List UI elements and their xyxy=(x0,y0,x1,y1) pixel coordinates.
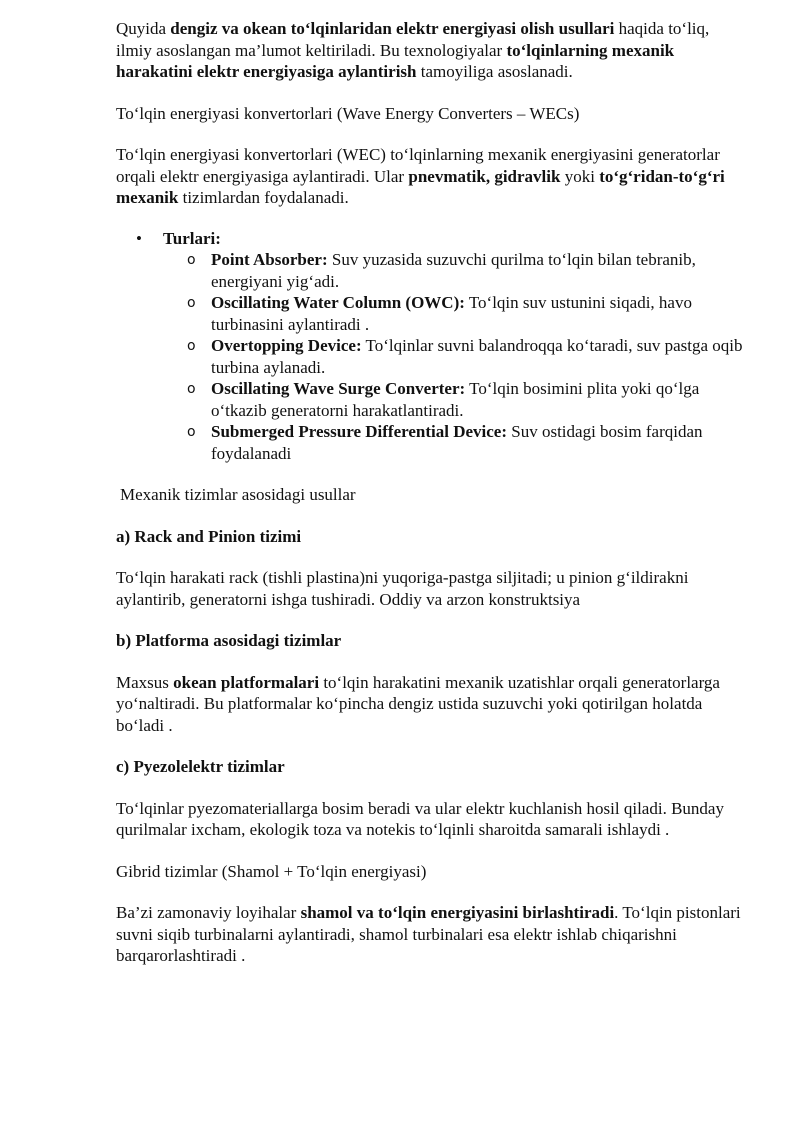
type-desc: To‘lqinlar suvni balandroqqa ko‘taradi, suv pastga oqib turbina aylanadi. xyxy=(211,336,743,377)
intro-paragraph xyxy=(116,18,746,83)
type-desc: To‘lqin bosimini plita yoki qo‘lga o‘tkazib generatorni harakatlantiradi. xyxy=(211,379,700,420)
type-item-owc xyxy=(163,292,746,335)
intro-text-1: Quyida xyxy=(116,19,171,38)
intro-text-3: tamoyiliga asoslanadi. xyxy=(416,62,573,81)
types-sublist xyxy=(163,249,746,464)
platform-bold-1: okean platformalari xyxy=(173,672,320,692)
type-name: Submerged Pressure Differential Device: xyxy=(211,422,508,441)
types-list xyxy=(116,228,746,465)
platform-paragraph xyxy=(116,672,746,737)
circle-bullet-icon: o xyxy=(187,381,196,397)
wec-heading: To‘lqin energiyasi konvertorlari (Wave Energy Converters – WECs) xyxy=(116,103,580,123)
hybrid-heading: Gibrid tizimlar (Shamol + To‘lqin energiyasi) xyxy=(116,861,427,881)
bullet-icon: • xyxy=(136,228,142,248)
platform-text-1: Maxsus xyxy=(116,672,174,692)
wec-bold-2: to‘g‘ridan-to‘g‘ri mexanik xyxy=(116,166,725,207)
type-name: Oscillating Wave Surge Converter: xyxy=(211,379,466,398)
type-desc: Suv ostidagi bosim farqidan foydalanadi xyxy=(211,422,703,463)
type-item-oswec xyxy=(163,378,746,421)
hybrid-text-2: . To‘lqin pistonlari suvni siqib turbinalarni aylantiradi, shamol turbinalari esa elektr ishlab chiqarishni barqarorlashtiradi . xyxy=(116,903,741,965)
platform-text-2: to‘lqin harakatini mexanik uzatishlar orqali generatorlarga yo‘naltiradi. Bu platformalar ko‘pincha dengiz ustida suzuvchi yoki qotirilgan holatda bo‘ladi . xyxy=(116,672,720,735)
rack-paragraph: To‘lqin harakati rack (tishli plastina)ni yuqoriga-pastga siljitadi; u pinion g‘ildirakni aylantirib, generatorni ishga tushiradi. Oddiy va arzon konstruktsiya xyxy=(116,568,689,609)
wec-text-1: To‘lqin energiyasi konvertorlari (WEC) to‘lqinlarning mexanik energiyasini generatorlar orqali elektr energiyasiga aylantiradi. Ular xyxy=(116,145,720,186)
hybrid-text-1: Ba’zi zamonaviy loyihalar xyxy=(116,903,301,922)
intro-text-2: haqida to‘liq, ilmiy asoslangan ma’lumot keltiriladi. Bu texnologiyalar xyxy=(116,19,710,60)
rack-heading xyxy=(116,526,746,548)
platform-heading-text: b) Platforma asosidagi tizimlar xyxy=(116,631,342,650)
wec-text-2: yoki xyxy=(560,166,600,186)
mech-heading: Mexanik tizimlar asosidagi usullar xyxy=(120,485,356,504)
piezo-heading xyxy=(116,756,746,778)
type-name: Point Absorber: xyxy=(211,250,328,269)
type-name: Overtopping Device: xyxy=(211,336,362,355)
type-desc: Suv yuzasida suzuvchi qurilma to‘lqin bilan tebranib, energiyani yig‘adi. xyxy=(211,250,696,291)
intro-bold-2: to‘lqinlarning mexanik harakatini elektr energiyasiga aylantirish xyxy=(116,40,675,81)
type-item-overtopping xyxy=(163,335,746,378)
circle-bullet-icon: o xyxy=(187,252,196,268)
hybrid-bold-1: shamol va to‘lqin energiyasini birlashtiradi xyxy=(300,903,615,922)
document-page xyxy=(116,18,746,967)
wec-bold-1: pnevmatik, gidravlik xyxy=(408,166,561,186)
circle-bullet-icon: o xyxy=(187,424,196,440)
circle-bullet-icon: o xyxy=(187,295,196,311)
types-list-item xyxy=(116,228,746,465)
type-name: Oscillating Water Column (OWC): xyxy=(211,293,465,312)
wec-paragraph xyxy=(116,144,746,209)
type-item-submerged xyxy=(163,421,746,464)
hybrid-paragraph xyxy=(116,902,746,967)
type-item-point-absorber xyxy=(163,249,746,292)
circle-bullet-icon: o xyxy=(187,338,196,354)
type-desc: To‘lqin suv ustunini siqadi, havo turbinasini aylantiradi . xyxy=(211,293,692,334)
piezo-paragraph: To‘lqinlar pyezomateriallarga bosim beradi va ular elektr kuchlanish hosil qiladi. Bunday qurilmalar ixcham, ekologik toza va notekis to‘lqinli sharoitda samarali ishlaydi . xyxy=(116,798,724,839)
wec-text-3: tizimlardan foydalanadi. xyxy=(178,188,349,207)
platform-heading xyxy=(116,630,746,652)
types-label: Turlari: xyxy=(163,228,221,248)
rack-heading-text: a) Rack and Pinion tizimi xyxy=(116,526,302,546)
piezo-heading-text: c) Pyezolelektr tizimlar xyxy=(116,757,285,776)
intro-bold-1: dengiz va okean to‘lqinlaridan elektr energiyasi olish usullari xyxy=(170,19,615,38)
